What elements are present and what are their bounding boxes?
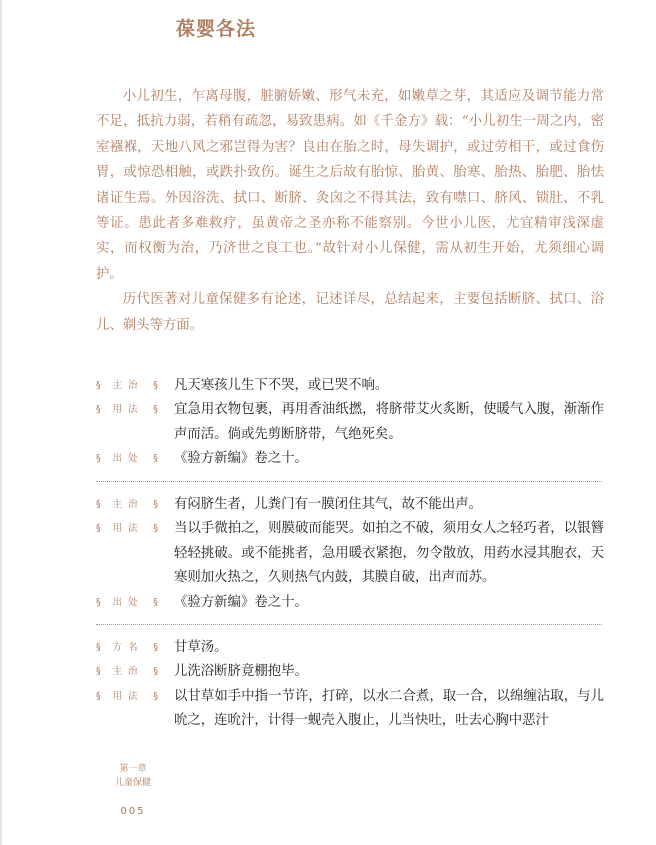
section-mark-icon: §: [153, 666, 158, 678]
field-value: 宜急用衣物包裹，再用香油纸撚，将脐带艾火炙断，使暖气入腹，渐渐作声而活。倘或先剪断脐带，气绝死矣。: [174, 402, 604, 442]
field-value: 《验方新编》卷之十。: [174, 451, 308, 467]
chapter-title: 儿童保健: [114, 778, 151, 788]
field-label: § 出处 §: [96, 591, 174, 615]
section-mark-icon: §: [96, 380, 101, 391]
field-label: § 主治 §: [96, 493, 174, 517]
field-label: § 用法 §: [96, 685, 174, 709]
field-label: § 用法 §: [96, 517, 174, 541]
field-value: 甘草汤。: [174, 640, 228, 655]
field-label: § 方名 §: [96, 636, 174, 660]
section-mark-icon: §: [96, 596, 101, 608]
chapter-number: 第一章: [119, 764, 147, 774]
entry-row-usage: [96, 398, 604, 447]
entry-row-usage: [96, 685, 604, 734]
entry-divider: [96, 624, 602, 625]
entry-row-indication: [96, 660, 604, 684]
field-label: § 用法 §: [96, 398, 174, 422]
intro-paragraph-2: 历代医著对儿童保健多有论述，记述详尽，总结起来，主要包括断脐、拭口、浴儿、剃头等方面。: [96, 292, 604, 333]
field-value: 凡天寒孩儿生下不哭，或已哭不响。: [174, 378, 389, 393]
section-mark-icon: §: [96, 666, 101, 678]
entry-row-indication: [96, 374, 604, 398]
section-mark-icon: §: [96, 642, 101, 653]
page-number: 005: [120, 806, 146, 817]
page-title: 葆婴各法: [176, 18, 257, 40]
field-label: § 主治 §: [96, 374, 174, 398]
field-label: § 出处 §: [96, 447, 174, 471]
page-edge: [0, 0, 2, 845]
section-mark-icon: §: [153, 690, 158, 702]
entry-row-source: [96, 591, 604, 615]
section-mark-icon: §: [153, 404, 158, 416]
prescription-entry-2: [96, 493, 604, 615]
field-label: § 主治 §: [96, 660, 174, 684]
page-footer: [96, 762, 170, 817]
entry-row-source: [96, 447, 604, 471]
section-mark-icon: §: [96, 690, 101, 702]
section-mark-icon: §: [153, 523, 158, 535]
section-mark-icon: §: [153, 453, 158, 465]
intro-text: [96, 84, 604, 338]
section-mark-icon: §: [96, 499, 101, 510]
field-value: 当以手微拍之，则膜破而能哭。如拍之不破，须用女人之轻巧者，以银簪轻轻挑破。或不能挑者，急用暖衣紧抱，勿令散放，用药水浸其胞衣，天寒则加火热之，久则热气内鼓，其膜自破，出声而苏。: [174, 521, 604, 586]
entry-row-usage: [96, 517, 604, 590]
entry-row-formula: [96, 636, 604, 660]
section-mark-icon: §: [96, 523, 101, 535]
section-mark-icon: §: [153, 380, 158, 391]
section-mark-icon: §: [96, 404, 101, 416]
entry-divider: [96, 481, 602, 482]
field-value: 有闷脐生者，儿粪门有一膜闭住其气，故不能出声。: [174, 497, 482, 512]
intro-paragraph-1: 小儿初生，乍离母腹，脏腑娇嫩、形气未充，如嫩草之芽，其适应及调节能力常不足，抵抗力弱，若稍有疏忽，易致患病。如《千金方》载：“小儿初生一周之内，密室襁褓，天地八风之邪岂得为害？良由在胎之时，母失调护，或过劳相干，或过食伤胃，或惊恐相触，或跌扑致伤。诞生之后故有胎惊、胎黄、胎寒、胎热、胎肥、胎怯诸证生焉。外因浴洗、拭口、断脐、灸囟之不得其法，致有噤口、脐风、锁肚、不乳等证。患此者多难救疗，虽黄帝之圣亦称不能察别。今世小儿医，尤宜精审浅深虚实，而权衡为治，乃济世之良工也。”故针对小儿保健，需从初生开始，尤须细心调护。: [96, 89, 604, 282]
section-mark-icon: §: [153, 499, 158, 510]
prescription-entry-3: [96, 636, 604, 734]
section-mark-icon: §: [153, 642, 158, 653]
field-value: 以甘草如手中指一节许，打碎，以水二合煮，取一合，以绵缠沾取，与儿吮之，连吮汁，计得一蚬壳入腹止，儿当快吐，吐去心胸中恶汁: [174, 688, 604, 729]
entry-row-indication: [96, 493, 604, 517]
field-value: 《验方新编》卷之十。: [174, 594, 308, 610]
field-value: 儿洗浴断脐竟棚抱毕。: [174, 664, 308, 680]
section-mark-icon: §: [96, 453, 101, 465]
prescription-entry-1: [96, 374, 604, 472]
section-mark-icon: §: [153, 596, 158, 608]
